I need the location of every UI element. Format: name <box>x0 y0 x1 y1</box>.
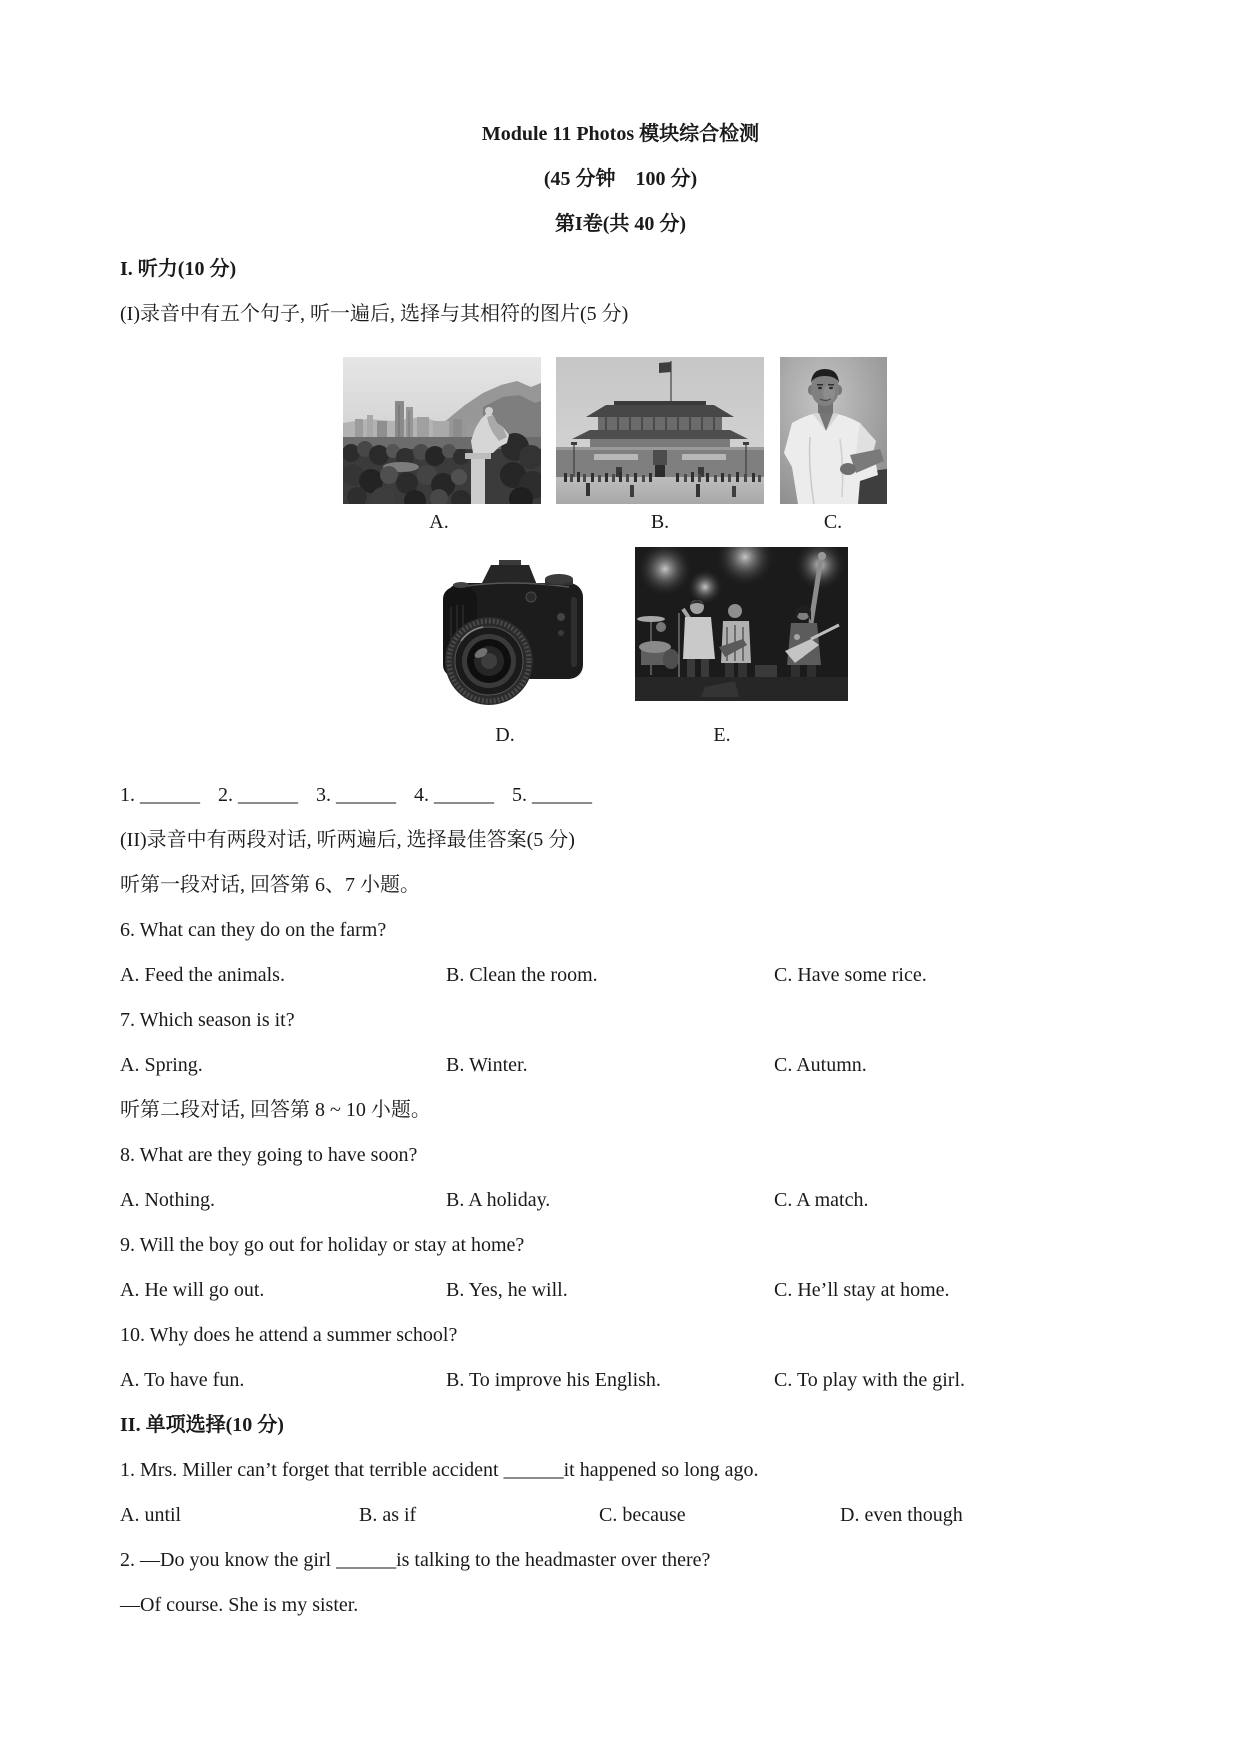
answer-blanks <box>0 773 1241 818</box>
option-b: B. A holiday. <box>446 1189 551 1211</box>
option-c: C. He’ll stay at home. <box>774 1279 950 1301</box>
single-choice-1-options <box>120 1493 1241 1538</box>
option-b: B. Clean the room. <box>446 964 598 986</box>
listening-heading: I. 听力(10 分) <box>120 258 237 280</box>
option-b: B. Winter. <box>446 1054 528 1076</box>
question-6-stem: 6. What can they do on the farm? <box>120 919 387 941</box>
question-9-options <box>120 1268 1241 1313</box>
option-d: D. even though <box>840 1504 963 1526</box>
trees <box>343 433 541 504</box>
option-c: C. because <box>599 1504 686 1526</box>
option-a: A. Feed the animals. <box>120 964 285 986</box>
answer-blank-4: 4. ______ <box>414 784 494 806</box>
option-b: B. Yes, he will. <box>446 1279 568 1301</box>
part1-instruction: (I)录音中有五个句子, 听一遍后, 选择与其相符的图片(5 分) <box>120 303 629 325</box>
option-a: A. He will go out. <box>120 1279 265 1301</box>
volume-heading: 第I卷(共 40 分) <box>554 213 687 235</box>
answer-blank-1: 1. ______ <box>120 784 200 806</box>
picture-label-a: A. <box>429 511 449 533</box>
tiananmen-gate-photo <box>556 357 764 504</box>
picture-label-b: B. <box>650 511 670 533</box>
gate-wall <box>556 447 764 477</box>
question-9-stem: 9. Will the boy go out for holiday or stay at home? <box>120 1234 525 1256</box>
option-b: B. as if <box>359 1504 417 1526</box>
man-portrait-photo <box>780 357 887 504</box>
picture-options <box>0 337 1241 773</box>
option-b: B. To improve his English. <box>446 1369 661 1391</box>
question-10-stem: 10. Why does he attend a summer school? <box>120 1324 458 1346</box>
camera-photo <box>439 557 586 708</box>
question-10-options <box>120 1358 1241 1403</box>
option-c: C. To play with the girl. <box>774 1369 965 1391</box>
single-choice-1-stem: 1. Mrs. Miller can’t forget that terrible accident ______it happened so long ago. <box>120 1459 759 1481</box>
picture-label-d: D. <box>495 724 515 746</box>
option-c: C. A match. <box>774 1189 869 1211</box>
single-choice-heading: II. 单项选择(10 分) <box>120 1414 284 1436</box>
question-8-options <box>120 1178 1241 1223</box>
question-6-options <box>120 953 1241 998</box>
stage-floor <box>635 677 848 701</box>
camera-lens <box>445 617 533 705</box>
question-7-options <box>120 1043 1241 1088</box>
picture-label-c: C. <box>823 511 843 533</box>
answer-blank-5: 5. ______ <box>512 784 592 806</box>
question-8-stem: 8. What are they going to have soon? <box>120 1144 418 1166</box>
exam-content <box>0 112 1241 1628</box>
single-choice-2-reply: —Of course. She is my sister. <box>120 1594 359 1616</box>
dialogue-2-note: 听第二段对话, 回答第 8 ~ 10 小题。 <box>120 1099 431 1121</box>
dialogue-1-note: 听第一段对话, 回答第 6、7 小题。 <box>120 874 420 896</box>
concert-band-photo <box>635 547 848 701</box>
exam-time-score: (45 分钟 100 分) <box>543 168 698 190</box>
picture-label-e: E. <box>713 724 731 746</box>
option-c: C. Autumn. <box>774 1054 867 1076</box>
exam-title: Module 11 Photos 模块综合检测 <box>481 123 760 145</box>
option-a: A. Spring. <box>120 1054 203 1076</box>
answer-blank-2: 2. ______ <box>218 784 298 806</box>
single-choice-2-stem: 2. —Do you know the girl ______is talking to the headmaster over there? <box>120 1549 711 1571</box>
option-a: A. To have fun. <box>120 1369 245 1391</box>
option-a: A. Nothing. <box>120 1189 215 1211</box>
city-landscape-photo <box>343 357 541 504</box>
option-c: C. Have some rice. <box>774 964 927 986</box>
question-7-stem: 7. Which season is it? <box>120 1009 295 1031</box>
option-a: A. until <box>120 1504 182 1526</box>
part2-instruction: (II)录音中有两段对话, 听两遍后, 选择最佳答案(5 分) <box>120 829 575 851</box>
answer-blank-3: 3. ______ <box>316 784 396 806</box>
